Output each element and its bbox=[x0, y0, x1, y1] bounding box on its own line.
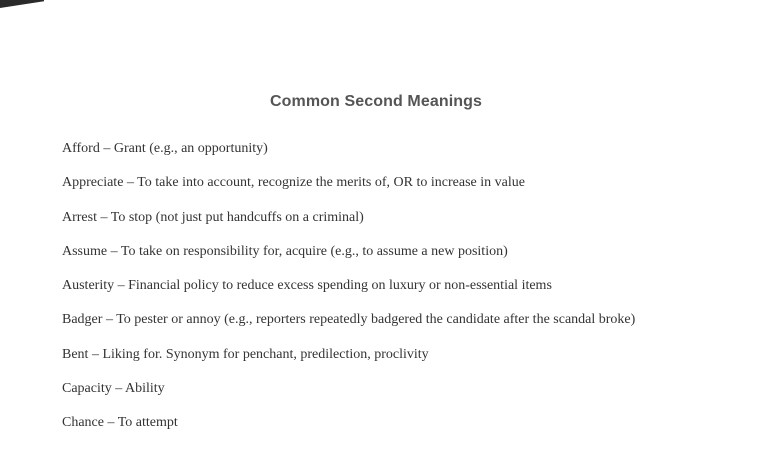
entry-term: Badger bbox=[62, 312, 103, 328]
entry-term: Afford bbox=[62, 141, 100, 156]
entry-definition: To stop (not just put handcuffs on a criminal) bbox=[110, 209, 364, 225]
entry-separator: – bbox=[99, 141, 114, 156]
entry-term: Arrest bbox=[62, 209, 97, 225]
definition-list bbox=[62, 140, 635, 449]
entry-separator: – bbox=[111, 381, 125, 397]
entry-term: Chance bbox=[62, 415, 104, 431]
definition-entry bbox=[62, 243, 635, 277]
entry-definition: To take on responsibility for, acquire (e.g., to assume a new position) bbox=[120, 243, 508, 259]
entry-definition: To attempt bbox=[117, 415, 178, 431]
entry-term: Assume bbox=[62, 243, 108, 259]
entry-definition: Ability bbox=[125, 381, 165, 397]
entry-definition: Grant (e.g., an opportunity) bbox=[113, 141, 268, 156]
entry-definition: Liking for. Synonym for penchant, predilection, proclivity bbox=[102, 346, 429, 362]
entry-term: Appreciate bbox=[62, 175, 124, 191]
entry-separator: – bbox=[123, 175, 138, 191]
definition-entry bbox=[62, 380, 635, 414]
entry-separator: – bbox=[107, 243, 121, 259]
entry-term: Bent bbox=[62, 346, 89, 362]
page-title: Common Second Meanings bbox=[270, 93, 482, 110]
entry-term: Austerity bbox=[62, 278, 115, 294]
definition-entry bbox=[62, 414, 635, 448]
entry-separator: – bbox=[88, 346, 103, 362]
entry-definition: To pester or annoy (e.g., reporters repeatedly badgered the candidate after the scandal broke) bbox=[116, 312, 636, 328]
definition-entry bbox=[62, 346, 635, 380]
definition-entry bbox=[62, 311, 635, 345]
entry-separator: – bbox=[102, 312, 117, 328]
entry-separator: – bbox=[114, 278, 129, 294]
scan-edge-mark bbox=[0, 0, 44, 8]
entry-definition: To take into account, recognize the merits of, OR to increase in value bbox=[137, 175, 525, 191]
entry-separator: – bbox=[97, 209, 111, 225]
entry-separator: – bbox=[103, 415, 118, 431]
definition-entry bbox=[62, 174, 635, 208]
entry-definition: Financial policy to reduce excess spending on luxury or non-essential items bbox=[128, 278, 552, 294]
definition-entry bbox=[62, 209, 635, 243]
definition-entry bbox=[62, 140, 635, 174]
definition-entry bbox=[62, 277, 635, 311]
entry-term: Capacity bbox=[62, 381, 112, 397]
